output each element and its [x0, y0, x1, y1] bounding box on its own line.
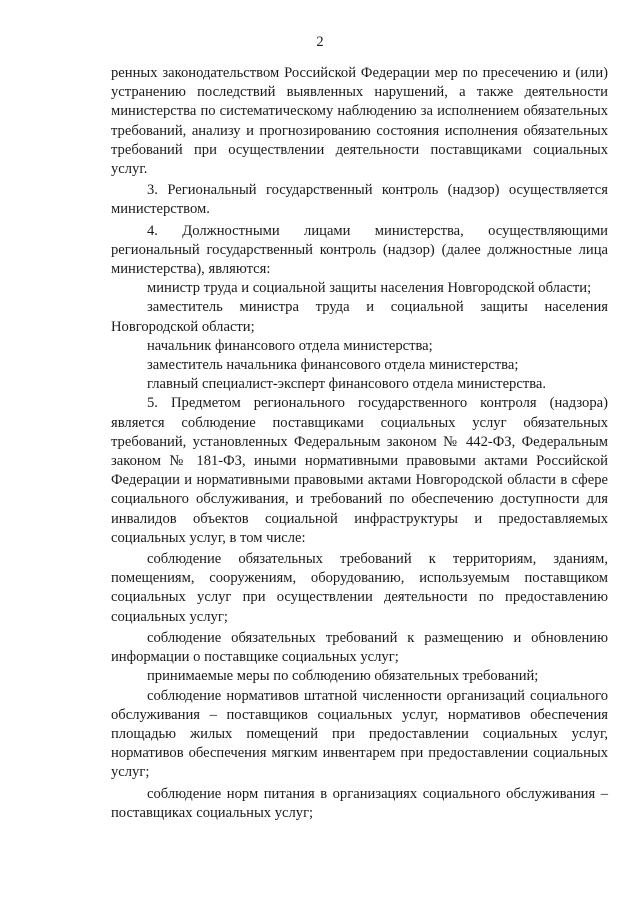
requirement-list-item: соблюдение обязательных требований к размещению и обновлению информации о поставщике социальных услуг;: [111, 629, 608, 666]
official-list-item: начальник финансового отдела министерства;: [147, 337, 433, 354]
document-body: [111, 64, 608, 823]
official-list-item: министр труда и социальной защиты населения Новгородской области;: [147, 280, 592, 297]
paragraph-item-4: 4. Должностными лицами министерства, осуществляющими региональный государственный контроль (надзор) (далее должностные лица министерства), являются:: [111, 222, 608, 278]
requirement-list-item: соблюдение обязательных требований к территориям, зданиям, помещениям, сооружениям, оборудованию, используемым поставщиком социальных услуг при осуществлении деятельности по предоставлению социальных услуг;: [111, 551, 608, 625]
requirement-list-item: соблюдение норм питания в организациях социального обслуживания – поставщиках социальных услуг;: [111, 785, 608, 821]
official-list-item: главный специалист-эксперт финансового отдела министерства.: [147, 376, 547, 393]
paragraph-item-3: 3. Региональный государственный контроль (надзор) осуществляется министерством.: [111, 182, 608, 218]
official-list-item: заместитель министра труда и социальной защиты населения Новгородской области;: [111, 299, 608, 335]
requirement-list-item: соблюдение нормативов штатной численности организаций социального обслуживания – поставщиков социальных услуг, нормативов обеспечения площадью жилых помещений при предоставлении социальных услуг, нормативов обеспечения мягким инвентарем при предоставлении социальных услуг;: [111, 687, 608, 781]
paragraph-continuation: ренных законодательством Российской Федерации мер по пресечению и (или) устранению последствий выявленных нарушений, а также деятельности министерства по систематическому наблюдению за исполнением обязательных требований, анализу и прогнозированию состояния исполнения обязательных требований при осуществлении деятельности поставщиками социальных услуг.: [111, 65, 608, 178]
paragraph-item-5: 5. Предметом регионального государственного контроля (надзора) является соблюдение поставщиками социальных услуг обязательных требований, установленных Федеральным законом № 442-ФЗ, Федеральным законом № 181-ФЗ, иными нормативными правовыми актами Российской Федерации и нормативными правовыми актами Новгородской области в сфере социального обслуживания, и требований по обеспечению доступности для инвалидов объектов социальной инфраструктуры и предоставляемых социальных услуг, в том числе:: [111, 395, 608, 546]
official-list-item: заместитель начальника финансового отдела министерства;: [147, 357, 519, 374]
requirement-list-item: принимаемые меры по соблюдению обязательных требований;: [147, 668, 539, 685]
page-number: 2: [316, 34, 324, 50]
